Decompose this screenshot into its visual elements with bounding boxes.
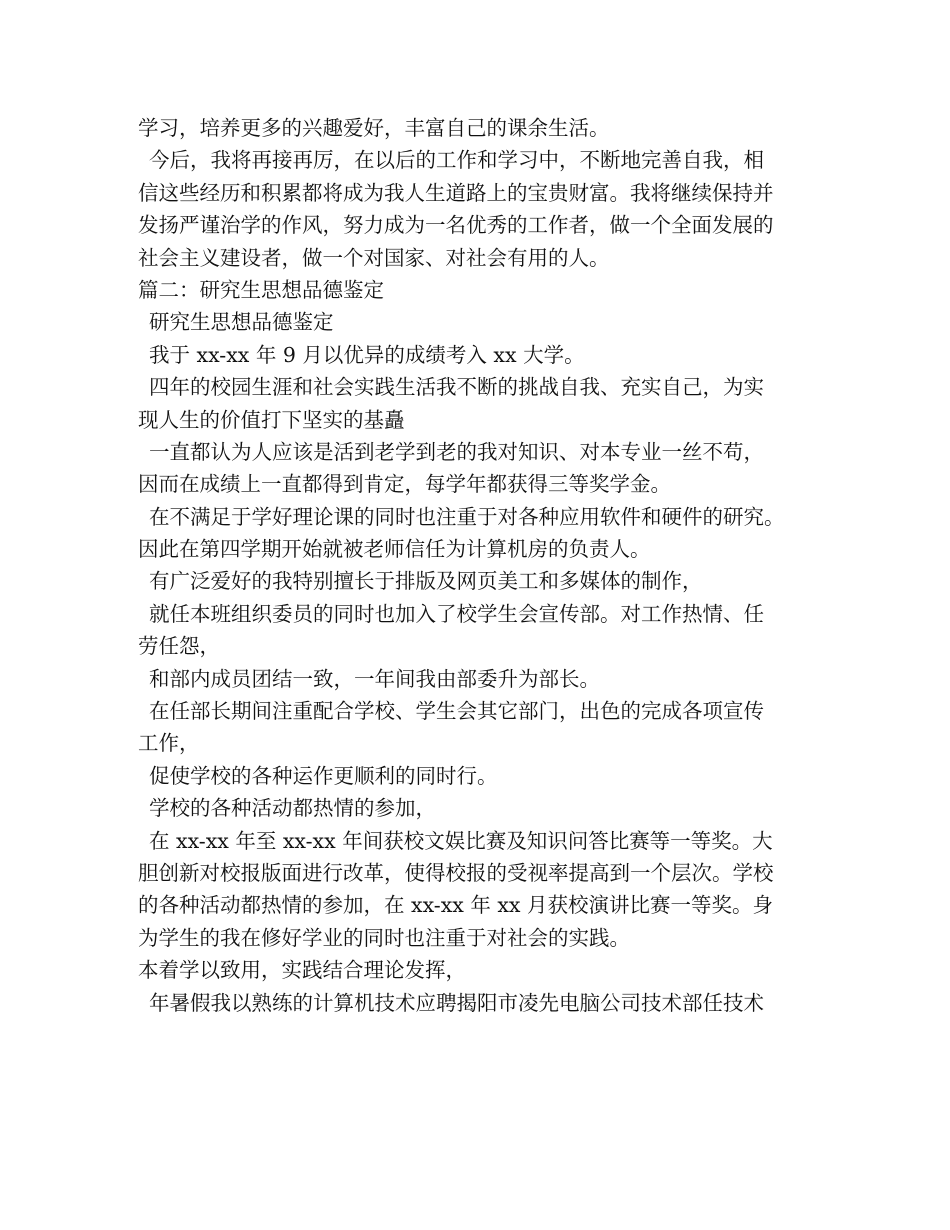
text-line: 学习，培养更多的兴趣爱好，丰富自己的课余生活。	[138, 116, 610, 140]
text-line: 劳任怨，	[138, 634, 220, 659]
text-line: 为学生的我在修好学业的同时也注重于对社会的实践。	[138, 925, 630, 950]
text-line: 促使学校的各种运作更顺利的同时行。	[149, 763, 498, 788]
text-line: 四年的校园生涯和社会实践生活我不断的挑战自我、充实自己，为实	[149, 375, 764, 400]
text-line: 因此在第四学期开始就被老师信任为计算机房的负责人。	[138, 537, 651, 562]
text-line: 在任部长期间注重配合学校、学生会其它部门，出色的完成各项宣传	[149, 699, 764, 724]
document-body	[138, 112, 838, 1019]
text-line: 现人生的价值打下坚实的基矗	[138, 407, 405, 432]
text-line: 信这些经历和积累都将成为我人生道路上的宝贵财富。我将继续保持并	[138, 180, 774, 205]
text-line: 学校的各种活动都热情的参加，	[149, 796, 436, 821]
text-line: 的各种活动都热情的参加，在 xx-xx 年 xx 月获校演讲比赛一等奖。身	[138, 893, 773, 918]
text-line: 本着学以致用，实践结合理论发挥，	[138, 958, 466, 983]
text-line: 因而在成绩上一直都得到肯定，每学年都获得三等奖学金。	[138, 472, 671, 497]
text-line: 有广泛爱好的我特别擅长于排版及网页美工和多媒体的制作，	[149, 569, 703, 594]
text-line: 在 xx-xx 年至 xx-xx 年间获校文娱比赛及知识问答比赛等一等奖。大	[149, 828, 773, 853]
text-line: 就任本班组织委员的同时也加入了校学生会宣传部。对工作热情、任	[149, 601, 764, 626]
text-line: 发扬严谨治学的作风，努力成为一名优秀的工作者，做一个全面发展的	[138, 213, 774, 238]
text-line: 一直都认为人应该是活到老学到老的我对知识、对本专业一丝不苟，	[149, 439, 764, 464]
text-line: 今后，我将再接再厉，在以后的工作和学习中，不断地完善自我，相	[149, 148, 764, 173]
text-line: 工作，	[138, 731, 200, 756]
text-line: 胆创新对校报版面进行改革，使得校报的受视率提高到一个层次。学校	[138, 860, 774, 885]
text-line: 社会主义建设者，做一个对国家、对社会有用的人。	[138, 245, 610, 270]
text-line: 我于 xx-xx 年 9 月以优异的成绩考入 xx 大学。	[149, 342, 585, 367]
text-line: 和部内成员团结一致，一年间我由部委升为部长。	[149, 666, 600, 691]
text-line: 在不满足于学好理论课的同时也注重于对各种应用软件和硬件的研究。	[149, 504, 785, 529]
text-line: 研究生思想品德鉴定	[149, 310, 334, 335]
text-line: 篇二：研究生思想品德鉴定	[138, 277, 384, 302]
text-line: 年暑假我以熟练的计算机技术应聘揭阳市凌先电脑公司技术部任技术	[149, 990, 764, 1015]
